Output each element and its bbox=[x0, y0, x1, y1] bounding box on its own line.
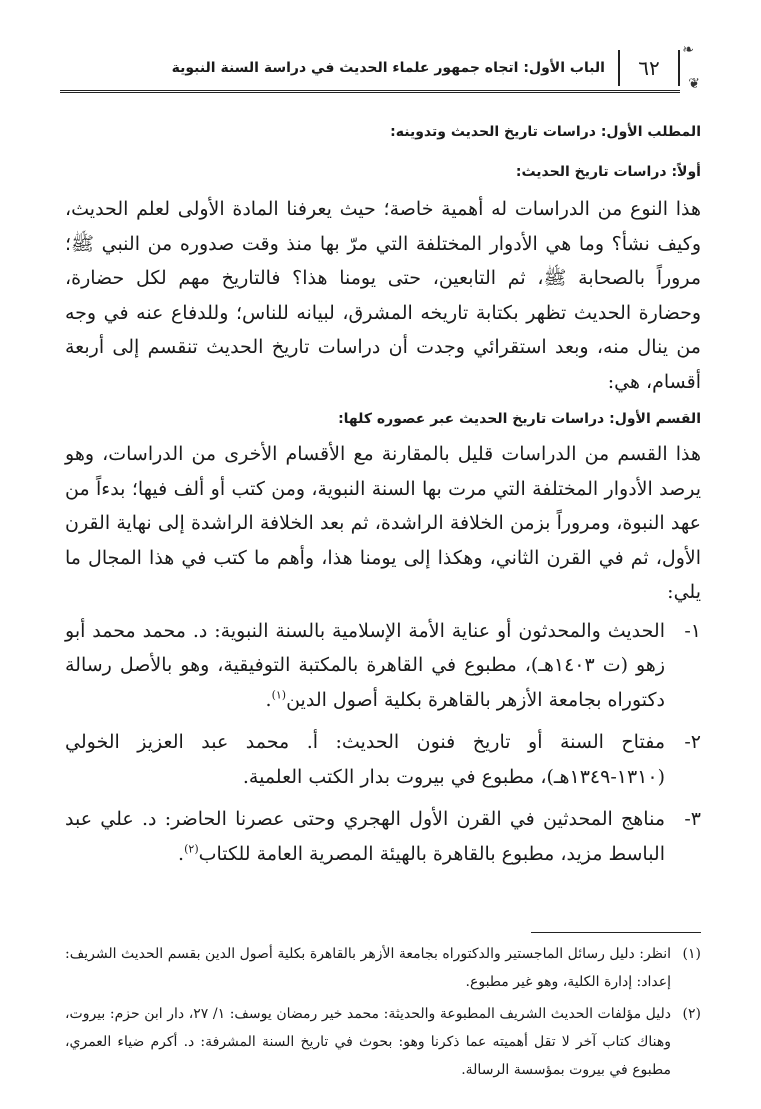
list-end: . bbox=[265, 688, 272, 711]
part-heading: القسم الأول: دراسات تاريخ الحديث عبر عصوره كلها: bbox=[338, 411, 701, 427]
footnote-ref: (٢) bbox=[184, 842, 199, 856]
list-item bbox=[65, 802, 701, 871]
section-heading: المطلب الأول: دراسات تاريخ الحديث وتدوينه: bbox=[390, 124, 701, 140]
page-header bbox=[60, 42, 700, 100]
footnotes bbox=[65, 940, 701, 1088]
footnote-separator bbox=[531, 932, 701, 933]
list-end: . bbox=[178, 842, 185, 865]
footnote-number: (٢) bbox=[682, 1006, 701, 1022]
ornament-icon: ❧ bbox=[682, 42, 694, 58]
list-text: مفتاح السنة أو تاريخ فنون الحديث: أ. محمد عبد العزيز الخولي (١٣١٠-١٣٤٩هـ)، مطبوع في بيروت بدار الكتب العلمية. bbox=[65, 731, 665, 788]
footnote-text: دليل مؤلفات الحديث الشريف المطبوعة والحديثة: محمد خير رمضان يوسف: ١/ ٢٧، دار ابن حزم: بيروت، وهناك كتاب آخر لا تقل أهميته عما ذكرنا وهو: بحوث في تاريخ السنة المشرفة: د. أكرم ضياء العمري، مطبوع في بيروت بمؤسسة الرسالة. bbox=[65, 1006, 671, 1078]
list-number: ١- bbox=[684, 619, 701, 642]
list-item bbox=[65, 725, 701, 794]
paragraph: هذا القسم من الدراسات قليل بالمقارنة مع الأقسام الأخرى من الدراسات، وهو يرصد الأدوار المختلفة التي مرت بها السنة النبوية، ومن كتب أو ألف فيها؛ بدءاً من عهد النبوة، ومروراً بزمن الخلافة الراشدة، ثم بعد الخلافة الراشدة إلى نهاية القرن الأول، ثم في القرن الثاني، وهكذا إلى يومنا هذا، وأهم ما كتب في هذا المجال ما يلي: bbox=[65, 443, 701, 603]
footnote-text: انظر: دليل رسائل الماجستير والدكتوراه بجامعة الأزهر بالقاهرة بكلية أصول الدين بقسم الحديث الشريف: إعداد: إدارة الكلية، وهو غير مطبوع. bbox=[65, 946, 671, 990]
footnote bbox=[65, 940, 701, 996]
subsection-heading: أولاً: دراسات تاريخ الحديث: bbox=[515, 164, 701, 180]
list-text: مناهج المحدثين في القرن الأول الهجري وحتى عصرنا الحاضر: د. علي عبد الباسط مزيد، مطبوع بالقاهرة بالهيئة المصرية العامة للكتاب bbox=[65, 808, 665, 865]
footnote bbox=[65, 1000, 701, 1084]
paragraph: هذا النوع من الدراسات له أهمية خاصة؛ حيث يعرفنا المادة الأولى لعلم الحديث، وكيف نشأ؟ وما هي الأدوار المختلفة التي مرّ بها منذ وقت صدوره من النبي ﷺ؛ مروراً بالصحابة ﷺ، ثم التابعين، حتى يومنا هذا؟ فالتاريخ مهم لكل حضارة، وحضارة الحديث تظهر بكتابة تاريخه المشرق، لبيانه للناس؛ وللدفاع عنه في وجه من ينال منه، وبعد استقرائي وجدت أن دراسات تاريخ الحديث تنقسم إلى أربعة أقسام، هي: bbox=[65, 198, 701, 393]
list-number: ٢- bbox=[684, 731, 701, 753]
list-number: ٣- bbox=[684, 808, 701, 830]
footnote-ref: (١) bbox=[271, 688, 287, 702]
list-item bbox=[65, 614, 701, 718]
header-rule bbox=[60, 90, 680, 93]
page-number: ٦٢ bbox=[618, 50, 680, 86]
running-title: الباب الأول: اتجاه جمهور علماء الحديث في دراسة السنة النبوية bbox=[171, 60, 605, 76]
main-content bbox=[65, 124, 701, 871]
ornament-icon: ❦ bbox=[688, 76, 700, 92]
list-text: الحديث والمحدثون أو عناية الأمة الإسلامية بالسنة النبوية: د. محمد محمد أبو زهو (ت ١٤٠٣هـ)، مطبوع في القاهرة بالمكتبة التوفيقية، وهو بالأصل رسالة دكتوراه بجامعة الأزهر بالقاهرة بكلية أصول الدين bbox=[65, 619, 665, 711]
footnote-number: (١) bbox=[682, 946, 701, 962]
book-list bbox=[65, 614, 701, 872]
